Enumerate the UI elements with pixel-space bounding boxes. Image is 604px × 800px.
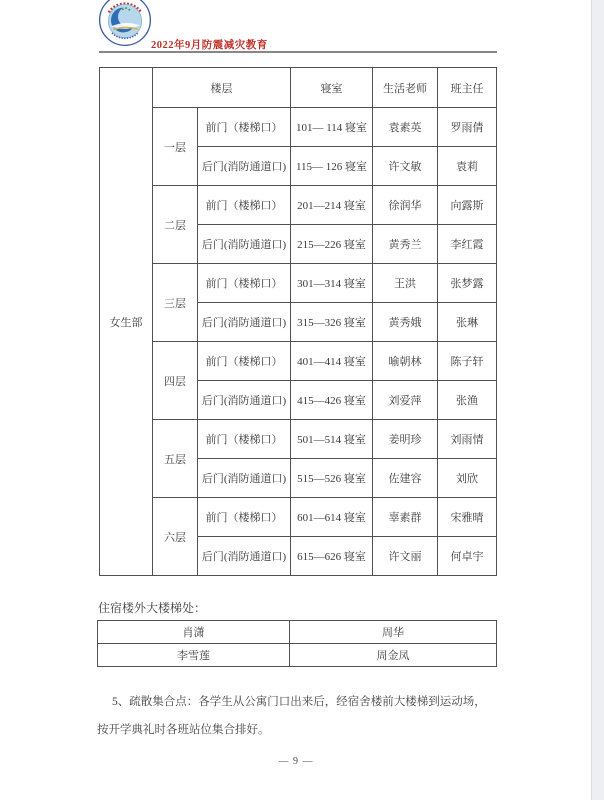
page-number: — 9 — xyxy=(278,756,314,767)
page-edge-band xyxy=(591,0,604,800)
life-teacher-cell: 姜明珍 xyxy=(373,420,438,459)
stairs-cell: 肖潇 xyxy=(98,621,290,644)
dorm-range-cell: 301—314 寝室 xyxy=(291,264,373,303)
door-cell: 后门(消防通道口) xyxy=(198,303,291,342)
stairs-cell: 周华 xyxy=(290,621,497,644)
floor-cell: 六层 xyxy=(153,498,198,576)
head-teacher-cell: 向露斯 xyxy=(438,186,497,225)
door-cell: 前门（楼梯口） xyxy=(198,264,291,303)
door-cell: 前门（楼梯口） xyxy=(198,108,291,147)
head-teacher-cell: 刘雨情 xyxy=(438,420,497,459)
dorm-range-cell: 401—414 寝室 xyxy=(291,342,373,381)
evacuation-paragraph xyxy=(97,688,499,744)
dorm-evacuation-table xyxy=(99,67,497,576)
life-teacher-cell: 刘爱萍 xyxy=(373,381,438,420)
head-teacher-cell: 罗雨倩 xyxy=(438,108,497,147)
head-teacher-cell: 张渔 xyxy=(438,381,497,420)
dorm-range-cell: 501—514 寝室 xyxy=(291,420,373,459)
stairs-table xyxy=(97,620,497,667)
life-teacher-cell: 佐建容 xyxy=(373,459,438,498)
life-teacher-cell: 徐润华 xyxy=(373,186,438,225)
head-teacher-cell: 宋雅晴 xyxy=(438,498,497,537)
life-teacher-cell: 许文丽 xyxy=(373,537,438,576)
stairs-cell: 周金凤 xyxy=(290,644,497,667)
life-teacher-cell: 辜素群 xyxy=(373,498,438,537)
life-teacher-cell: 王洪 xyxy=(373,264,438,303)
floor-cell: 二层 xyxy=(153,186,198,264)
door-cell: 后门(消防通道口) xyxy=(198,225,291,264)
header-dorm: 寝室 xyxy=(291,68,373,108)
life-teacher-cell: 黄秀娥 xyxy=(373,303,438,342)
door-cell: 前门（楼梯口） xyxy=(198,186,291,225)
table-row xyxy=(100,498,497,537)
door-cell: 后门(消防通道口) xyxy=(198,459,291,498)
head-teacher-cell: 李红霞 xyxy=(438,225,497,264)
head-teacher-cell: 刘欣 xyxy=(438,459,497,498)
header-rule xyxy=(99,51,497,53)
table-row xyxy=(100,186,497,225)
dorm-range-cell: 615—626 寝室 xyxy=(291,537,373,576)
life-teacher-cell: 袁素英 xyxy=(373,108,438,147)
door-cell: 后门(消防通道口) xyxy=(198,381,291,420)
paragraph-line-1: 5、疏散集合点：各学生从公寓门口出来后，经宿舍楼前大楼梯到运动场， xyxy=(112,696,486,708)
dorm-range-cell: 515—526 寝室 xyxy=(291,459,373,498)
door-cell: 前门（楼梯口） xyxy=(198,498,291,537)
table-row xyxy=(98,644,497,667)
head-teacher-cell: 张梦露 xyxy=(438,264,497,303)
table-row xyxy=(98,621,497,644)
head-teacher-cell: 袁莉 xyxy=(438,147,497,186)
floor-cell: 四层 xyxy=(153,342,198,420)
stairs-section-label: 住宿楼外大楼梯处： xyxy=(98,601,207,615)
door-cell: 后门(消防通道口) xyxy=(198,147,291,186)
head-teacher-cell: 何卓宇 xyxy=(438,537,497,576)
table-row xyxy=(100,264,497,303)
table-row xyxy=(100,342,497,381)
dorm-range-cell: 215—226 寝室 xyxy=(291,225,373,264)
section-cell: 女生部 xyxy=(100,68,153,576)
dorm-range-cell: 601—614 寝室 xyxy=(291,498,373,537)
stairs-cell: 李雪莲 xyxy=(98,644,290,667)
dorm-range-cell: 201—214 寝室 xyxy=(291,186,373,225)
header-life-teacher: 生活老师 xyxy=(373,68,438,108)
dorm-range-cell: 315—326 寝室 xyxy=(291,303,373,342)
door-cell: 前门（楼梯口） xyxy=(198,342,291,381)
dorm-range-cell: 101— 114 寝室 xyxy=(291,108,373,147)
head-teacher-cell: 陈子轩 xyxy=(438,342,497,381)
document-title: 2022年9月防震减灾教育 xyxy=(151,40,268,51)
life-teacher-cell: 喻朝林 xyxy=(373,342,438,381)
school-emblem-icon xyxy=(98,0,152,47)
life-teacher-cell: 许文敏 xyxy=(373,147,438,186)
door-cell: 前门（楼梯口） xyxy=(198,420,291,459)
floor-cell: 一层 xyxy=(153,108,198,186)
life-teacher-cell: 黄秀兰 xyxy=(373,225,438,264)
table-row xyxy=(100,108,497,147)
paragraph-line-2: 按开学典礼时各班站位集合排好。 xyxy=(97,724,270,736)
school-logo xyxy=(98,0,152,47)
dorm-range-cell: 415—426 寝室 xyxy=(291,381,373,420)
header-head-teacher: 班主任 xyxy=(438,68,497,108)
header-floor: 楼层 xyxy=(153,68,291,108)
floor-cell: 三层 xyxy=(153,264,198,342)
door-cell: 后门(消防通道口) xyxy=(198,537,291,576)
head-teacher-cell: 张琳 xyxy=(438,303,497,342)
floor-cell: 五层 xyxy=(153,420,198,498)
dorm-range-cell: 115— 126 寝室 xyxy=(291,147,373,186)
table-row xyxy=(100,420,497,459)
